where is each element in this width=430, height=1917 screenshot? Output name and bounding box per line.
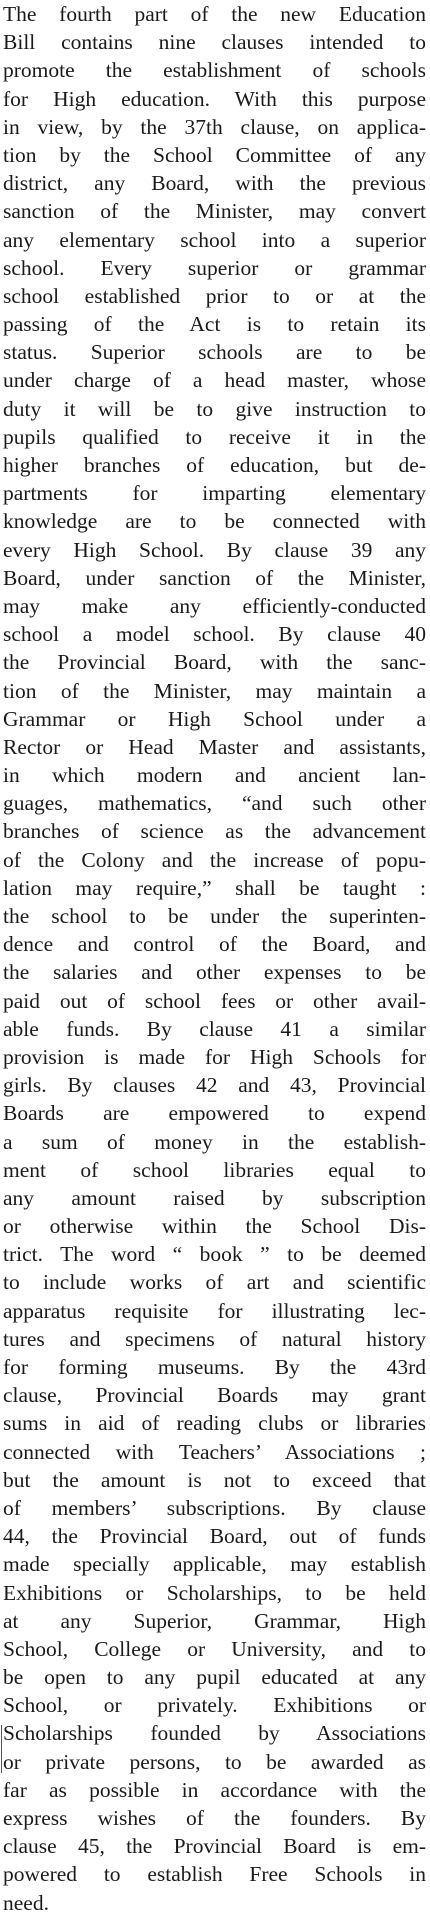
text-line: pupils qualified to receive it in the <box>3 424 426 449</box>
margin-rule <box>1 1725 2 1773</box>
text-line: Boards are empowered to expend <box>3 1101 426 1126</box>
text-line: school a model school. By clause 40 <box>3 622 426 647</box>
text-line: knowledge are to be connected with <box>3 509 426 534</box>
text-line: or otherwise within the School Dis- <box>3 1214 426 1239</box>
text-line: the salaries and other expenses to be <box>3 960 426 985</box>
text-line: or private persons, to be awarded as <box>3 1749 426 1774</box>
text-line: clause, Provincial Boards may grant <box>3 1383 426 1408</box>
text-line: School, or privately. Exhibitions or <box>3 1693 426 1718</box>
text-line: passing of the Act is to retain its <box>3 312 426 337</box>
text-line: the Provincial Board, with the sanc- <box>3 650 426 675</box>
text-line: branches of science as the advancement <box>3 819 426 844</box>
text-line: School, College or University, and to <box>3 1636 426 1661</box>
text-line: promote the establishment of schools <box>3 58 426 83</box>
text-line: in which modern and ancient lan- <box>3 763 426 788</box>
text-line: at any Superior, Grammar, High <box>3 1608 426 1633</box>
text-line: dence and control of the Board, and <box>3 932 426 957</box>
text-line: able funds. By clause 41 a similar <box>3 1016 426 1041</box>
text-line: status. Superior schools are to be <box>3 340 426 365</box>
text-line: girls. By clauses 42 and 43, Provincial <box>3 1073 426 1098</box>
text-line: powered to establish Free Schools in <box>3 1862 426 1887</box>
text-line: of members’ subscriptions. By clause <box>3 1495 426 1520</box>
text-line: The fourth part of the new Education <box>3 2 426 26</box>
text-line: sanction of the Minister, may convert <box>3 199 426 224</box>
text-line: under charge of a head master, whose <box>3 368 426 393</box>
text-line: made specially applicable, may establish <box>3 1552 426 1577</box>
text-line: tion of the Minister, may maintain a <box>3 678 426 703</box>
text-line: the school to be under the superinten- <box>3 904 426 928</box>
article-column <box>3 0 426 1917</box>
text-line: paid out of school fees or other avail- <box>3 988 426 1013</box>
text-line: any elementary school into a superior <box>3 227 426 252</box>
text-line: trict. The word “ book ” to be deemed <box>3 1242 426 1267</box>
text-line: connected with Teachers’ Associations ; <box>3 1439 426 1464</box>
text-line: higher branches of education, but de- <box>3 453 426 477</box>
text-line: any amount raised by subscription <box>3 1185 426 1210</box>
text-line: a sum of money in the establish- <box>3 1129 426 1154</box>
text-line: Bill contains nine clauses intended to <box>3 30 426 55</box>
text-line: tures and specimens of natural history <box>3 1326 426 1351</box>
text-line: of the Colony and the increase of popu- <box>3 847 426 872</box>
text-line: but the amount is not to exceed that <box>3 1467 426 1492</box>
text-line: 44, the Provincial Board, out of funds <box>3 1524 426 1549</box>
text-line-final: need. <box>3 1890 49 1915</box>
text-line: partments for imparting elementary <box>3 481 426 506</box>
text-line: lation may require,” shall be taught : <box>3 875 426 900</box>
text-line: to include works of art and scientific <box>3 1270 426 1295</box>
text-line: Board, under sanction of the Minister, <box>3 565 426 590</box>
text-line: provision is made for High Schools for <box>3 1044 426 1069</box>
text-line: for High education. With this purpose <box>3 86 426 111</box>
text-line: Grammar or High School under a <box>3 706 426 731</box>
text-line: for forming museums. By the 43rd <box>3 1355 426 1379</box>
text-line: may make any efficiently-conducted <box>3 593 426 618</box>
text-line: apparatus requisite for illustrating lec- <box>3 1298 426 1323</box>
text-line: school established prior to or at the <box>3 283 426 308</box>
text-line: duty it will be to give instruction to <box>3 396 426 421</box>
text-line: tion by the School Committee of any <box>3 142 426 167</box>
text-line: Rector or Head Master and assistants, <box>3 734 426 759</box>
text-line: school. Every superior or grammar <box>3 255 426 280</box>
text-line: clause 45, the Provincial Board is em- <box>3 1834 426 1859</box>
text-line: sums in aid of reading clubs or libraries <box>3 1411 426 1436</box>
text-line: district, any Board, with the previous <box>3 171 426 196</box>
text-line: every High School. By clause 39 any <box>3 537 426 562</box>
text-line: Exhibitions or Scholarships, to be held <box>3 1580 426 1605</box>
text-line: ment of school libraries equal to <box>3 1157 426 1182</box>
text-line: be open to any pupil educated at any <box>3 1665 426 1690</box>
text-line: guages, mathematics, “and such other <box>3 791 426 816</box>
text-line: far as possible in accordance with the <box>3 1777 426 1802</box>
text-line: in view, by the 37th clause, on applica- <box>3 114 426 139</box>
text-line: express wishes of the founders. By <box>3 1806 426 1830</box>
text-line: Scholarships founded by Associations <box>3 1721 426 1746</box>
